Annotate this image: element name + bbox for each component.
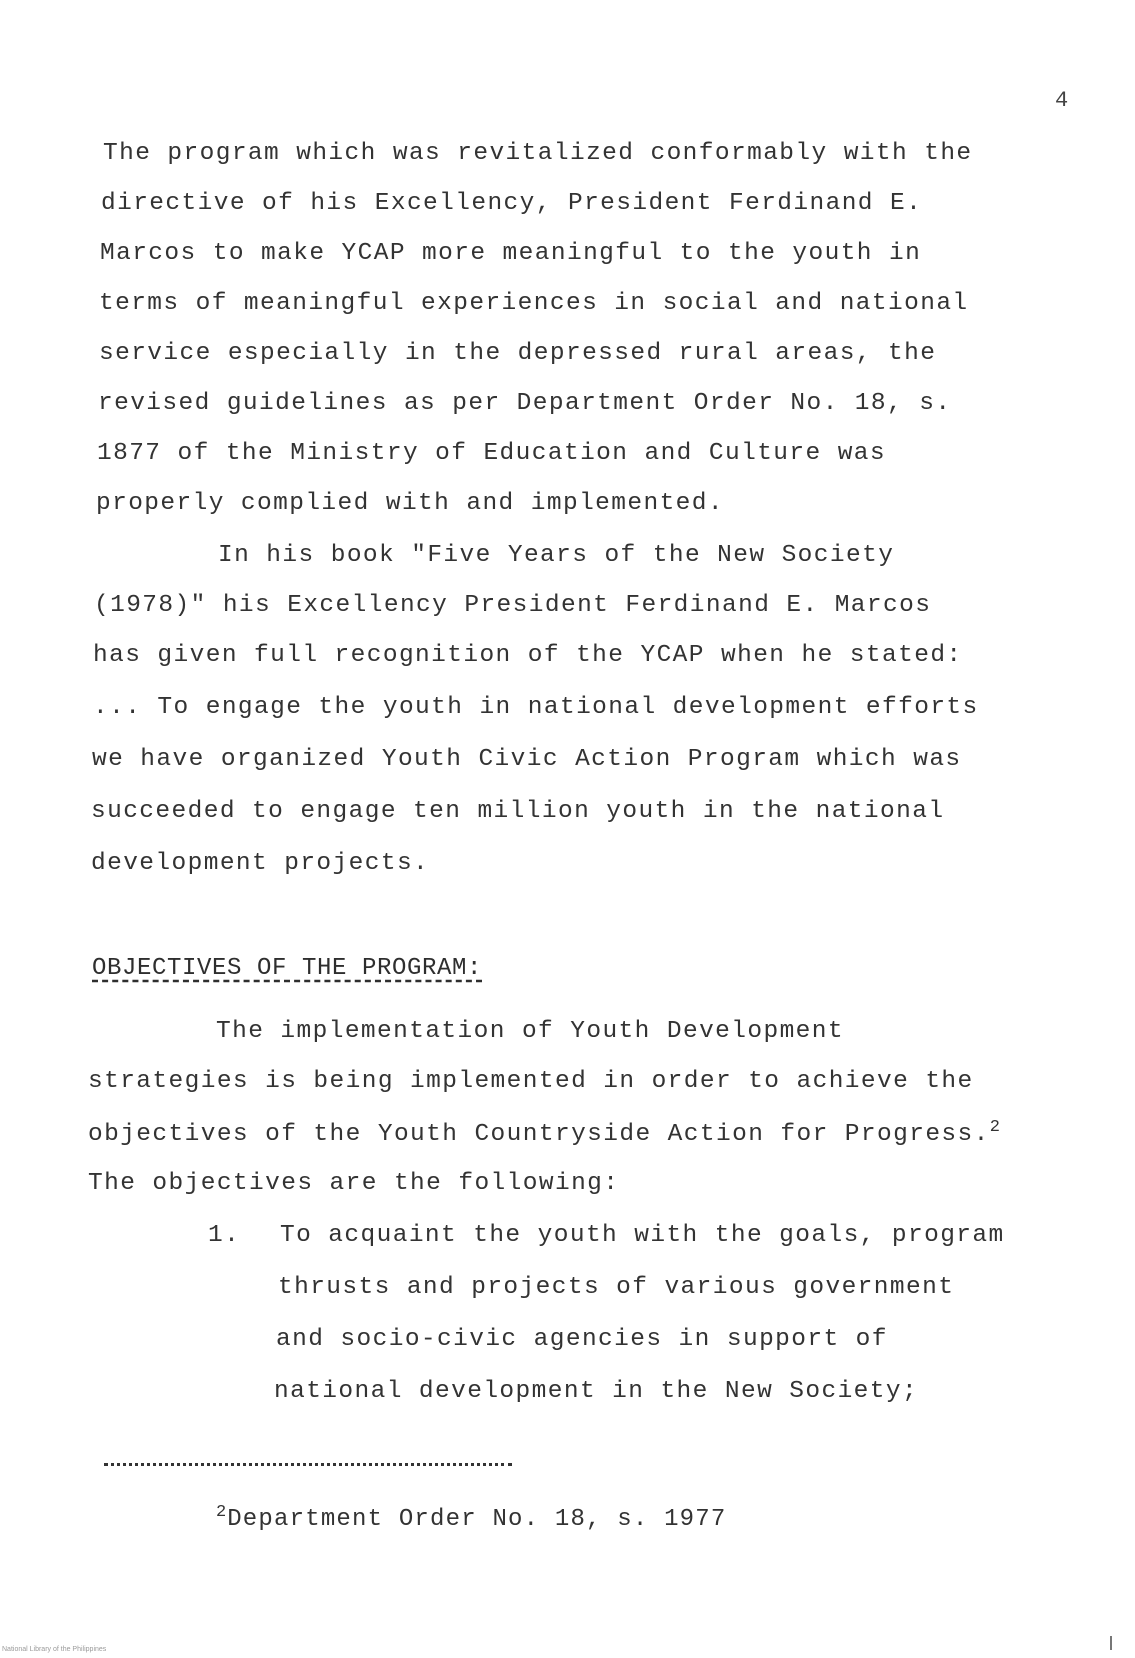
page-number: 4 [1055, 88, 1069, 113]
paragraph-line: strategies is being implemented in order to achieve the [88, 1068, 974, 1095]
paragraph-line: In his book "Five Years of the New Society [218, 542, 895, 569]
footnote-text: Department Order No. 18, s. 1977 [227, 1506, 727, 1533]
paragraph-line: revised guidelines as per Department Order No. 18, s. [98, 390, 952, 417]
paragraph-line: The implementation of Youth Development [216, 1018, 844, 1045]
list-item-line: national development in the New Society; [274, 1378, 919, 1405]
paragraph-line: (1978)" his Excellency President Ferdinand E. Marcos [94, 592, 932, 619]
paragraph-line: service especially in the depressed rural areas, the [99, 340, 937, 367]
paragraph-line: The objectives are the following: [88, 1170, 620, 1197]
archive-stamp: National Library of the Philippines [2, 1646, 107, 1653]
paragraph-line: ... To engage the youth in national development efforts [93, 694, 979, 721]
paragraph-line: has given full recognition of the YCAP when he stated: [93, 642, 963, 669]
paragraph-line: properly complied with and implemented. [96, 490, 724, 517]
list-marker: 1. [208, 1222, 241, 1249]
paragraph-line: succeeded to engage ten million youth in the national [91, 798, 945, 825]
paragraph-line: development projects. [91, 850, 430, 877]
paragraph-line [88, 1118, 1000, 1148]
paragraph-text: objectives of the Youth Countryside Action for Progress. [88, 1121, 990, 1149]
paragraph-line: directive of his Excellency, President Ferdinand E. [101, 190, 923, 217]
list-item-line: and socio-civic agencies in support of [276, 1326, 888, 1353]
paragraph-line: we have organized Youth Civic Action Program which was [92, 746, 962, 773]
footnote [216, 1503, 726, 1533]
list-item-line: To acquaint the youth with the goals, program [280, 1222, 1005, 1249]
footnote-reference: 2 [989, 1118, 1000, 1137]
footnote-marker: 2 [216, 1503, 227, 1522]
paragraph-line: terms of meaningful experiences in social and national [99, 290, 969, 317]
scan-edge-mark [1110, 1636, 1112, 1650]
paragraph-line: 1877 of the Ministry of Education and Culture was [97, 440, 887, 467]
section-heading: OBJECTIVES OF THE PROGRAM: [92, 955, 483, 982]
footnote-divider [104, 1463, 512, 1466]
list-item-line: thrusts and projects of various government [278, 1274, 955, 1301]
paragraph-line: The program which was revitalized conformably with the [103, 140, 973, 167]
paragraph-line: Marcos to make YCAP more meaningful to the youth in [100, 240, 922, 267]
